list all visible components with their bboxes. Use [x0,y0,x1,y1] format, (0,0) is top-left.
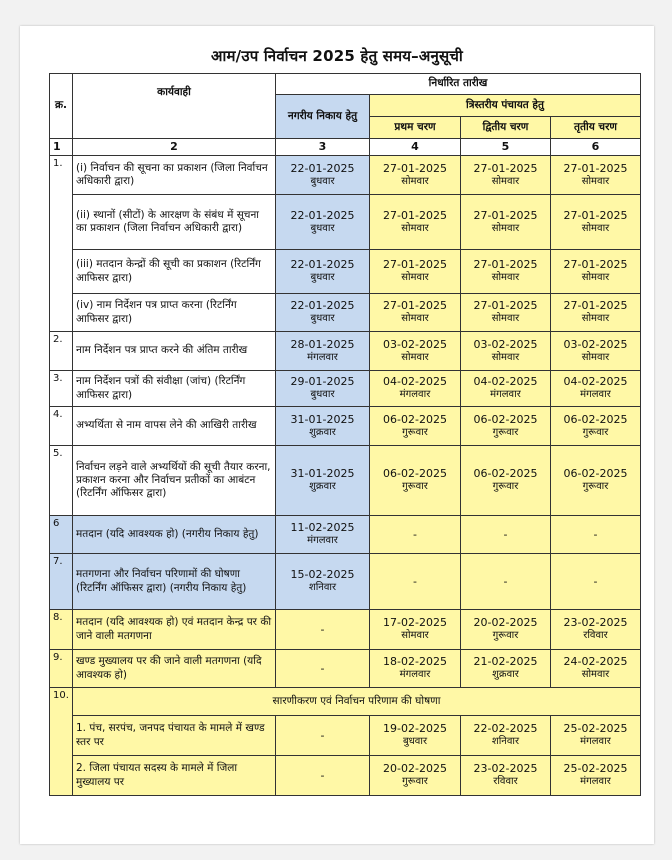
header-phase-2: द्वितीय चरण [461,117,551,139]
date-cell-phase-1: 03-02-2025 सोमवार [370,332,461,371]
date-cell-phase-1: 06-02-2025 गुरूवार [370,407,461,446]
date-cell-phase-1: 27-01-2025 सोमवार [370,156,461,195]
date-cell-phase-1: 27-01-2025 सोमवार [370,250,461,294]
date-cell-phase-1: 20-02-2025 गुरूवार [370,756,461,796]
table-row [50,446,641,516]
action-text: नाम निर्देशन पत्र प्राप्त करने की अंतिम तारीख [73,332,276,371]
column-number: 6 [551,139,641,156]
action-text: (ii) स्थानों (सीटों) के आरक्षण के संबंध में सूचना का प्रकाशन (जिला निर्वाचन अधिकारी द्वारा) [73,195,276,250]
row-number: 10. [50,688,73,796]
date-cell-phase-2: 06-02-2025 गुरूवार [461,407,551,446]
action-text: मतदान (यदि आवश्यक हो) एवं मतदान केन्द्र पर की जाने वाली मतगणना [73,610,276,650]
row-number: 2. [50,332,73,371]
date-cell-phase-1: 17-02-2025 सोमवार [370,610,461,650]
date-cell-urban: 31-01-2025 शुक्रवार [276,446,370,516]
date-cell-phase-3: 06-02-2025 गुरूवार [551,407,641,446]
date-cell-urban: 22-01-2025 बुधवार [276,195,370,250]
row-number: 8. [50,610,73,650]
table-row [50,554,641,610]
action-text: निर्वाचन लड़ने वाले अभ्यर्थियों की सूची तैयार करना, प्रकाशन करना और निर्वाचन प्रतीकों का आबंटन (रिटर्निंग ऑफिसर द्वारा) [73,446,276,516]
row-number: 3. [50,371,73,407]
date-cell-phase-2: - [461,516,551,554]
action-text: (iv) नाम निर्देशन पत्र प्राप्त करना (रिटर्निंग आफिसर द्वारा) [73,294,276,332]
date-cell-phase-1: 27-01-2025 सोमवार [370,195,461,250]
date-cell-urban: 22-01-2025 बुधवार [276,250,370,294]
date-cell-urban: 29-01-2025 बुधवार [276,371,370,407]
column-number: 1 [50,139,73,156]
date-cell-phase-2: 20-02-2025 गुरूवार [461,610,551,650]
action-text: (i) निर्वाचन की सूचना का प्रकाशन (जिला निर्वाचन अधिकारी द्वारा) [73,156,276,195]
date-cell-phase-3: 06-02-2025 गुरूवार [551,446,641,516]
action-text: नाम निर्देशन पत्रों की संवीक्षा (जांच) (रिटर्निंग आफिसर द्वारा) [73,371,276,407]
table-row [50,195,641,250]
header-scheduled-date: निर्धारित तारीख [276,74,641,95]
action-text: खण्ड मुख्यालय पर की जाने वाली मतगणना (यदि आवश्यक हो) [73,650,276,688]
table-row [50,756,641,796]
header-phase-1: प्रथम चरण [370,117,461,139]
page-title: आम/उप निर्वाचन 2025 हेतु समय–अनुसूची [210,47,463,65]
date-cell-phase-2: 23-02-2025 रविवार [461,756,551,796]
date-cell-phase-1: 18-02-2025 मंगलवार [370,650,461,688]
date-cell-phase-2: - [461,554,551,610]
date-cell-phase-2: 27-01-2025 सोमवार [461,250,551,294]
date-cell-urban: 15-02-2025 शनिवार [276,554,370,610]
action-text: अभ्यर्थिता से नाम वापस लेने की आखिरी तारीख [73,407,276,446]
date-cell-phase-3: 27-01-2025 सोमवार [551,294,641,332]
table-row [50,250,641,294]
header-action: कार्यवाही [73,74,276,139]
date-cell-phase-3: 25-02-2025 मंगलवार [551,756,641,796]
date-cell-phase-1: 27-01-2025 सोमवार [370,294,461,332]
table-row [50,688,641,716]
row-number: 5. [50,446,73,516]
date-cell-phase-3: 27-01-2025 सोमवार [551,250,641,294]
header-panchayat: त्रिस्तरीय पंचायत हेतु [370,95,641,117]
date-cell-phase-3: 25-02-2025 मंगलवार [551,716,641,756]
date-cell-urban: - [276,610,370,650]
action-text: 1. पंच, सरपंच, जनपद पंचायत के मामले में खण्ड स्तर पर [73,716,276,756]
date-cell-phase-2: 06-02-2025 गुरूवार [461,446,551,516]
date-cell-phase-3: 27-01-2025 सोमवार [551,195,641,250]
date-cell-phase-2: 27-01-2025 सोमवार [461,294,551,332]
action-text: मतगणना और निर्वाचन परिणामों की घोषणा (रिटर्निंग ऑफिसर द्वारा) (नगरीय निकाय हेतु) [73,554,276,610]
date-cell-phase-2: 27-01-2025 सोमवार [461,195,551,250]
column-number: 5 [461,139,551,156]
section-heading: सारणीकरण एवं निर्वाचन परिणाम की घोषणा [73,688,641,716]
document-page [20,26,654,844]
date-cell-phase-2: 27-01-2025 सोमवार [461,156,551,195]
table-row [50,371,641,407]
date-cell-phase-3: - [551,554,641,610]
date-cell-phase-3: 03-02-2025 सोमवार [551,332,641,371]
column-number: 3 [276,139,370,156]
column-number: 2 [73,139,276,156]
date-cell-phase-3: 27-01-2025 सोमवार [551,156,641,195]
date-cell-urban: 22-01-2025 बुधवार [276,156,370,195]
date-cell-phase-2: 22-02-2025 शनिवार [461,716,551,756]
date-cell-phase-1: - [370,516,461,554]
date-cell-urban: - [276,756,370,796]
table-row [50,156,641,195]
table-row [50,610,641,650]
date-cell-phase-3: 23-02-2025 रविवार [551,610,641,650]
row-number: 6 [50,516,73,554]
date-cell-phase-1: 19-02-2025 बुधवार [370,716,461,756]
table-row [50,716,641,756]
date-cell-urban: - [276,716,370,756]
table-row [50,516,641,554]
date-cell-urban: 31-01-2025 शुक्रवार [276,407,370,446]
row-number: 4. [50,407,73,446]
date-cell-phase-2: 03-02-2025 सोमवार [461,332,551,371]
action-text: (iii) मतदान केन्द्रों की सूची का प्रकाशन (रिटर्निंग आफिसर द्वारा) [73,250,276,294]
table-row [50,407,641,446]
table-row [50,332,641,371]
date-cell-urban: 22-01-2025 बुधवार [276,294,370,332]
date-cell-phase-1: 04-02-2025 मंगलवार [370,371,461,407]
date-cell-phase-3: 04-02-2025 मंगलवार [551,371,641,407]
header-serial: क्र. [50,74,73,139]
header-phase-3: तृतीय चरण [551,117,641,139]
table-row [50,650,641,688]
row-number: 9. [50,650,73,688]
column-number: 4 [370,139,461,156]
date-cell-urban: - [276,650,370,688]
date-cell-phase-2: 21-02-2025 शुक्रवार [461,650,551,688]
date-cell-urban: 28-01-2025 मंगलवार [276,332,370,371]
date-cell-phase-3: - [551,516,641,554]
date-cell-phase-1: - [370,554,461,610]
table-row [50,294,641,332]
row-number: 1. [50,156,73,332]
date-cell-urban: 11-02-2025 मंगलवार [276,516,370,554]
schedule-table [49,73,641,796]
action-text: 2. जिला पंचायत सदस्य के मामले में जिला मुख्यालय पर [73,756,276,796]
date-cell-phase-1: 06-02-2025 गुरूवार [370,446,461,516]
header-urban: नगरीय निकाय हेतु [276,95,370,139]
date-cell-phase-3: 24-02-2025 सोमवार [551,650,641,688]
action-text: मतदान (यदि आवश्यक हो) (नगरीय निकाय हेतु) [73,516,276,554]
row-number: 7. [50,554,73,610]
date-cell-phase-2: 04-02-2025 मंगलवार [461,371,551,407]
